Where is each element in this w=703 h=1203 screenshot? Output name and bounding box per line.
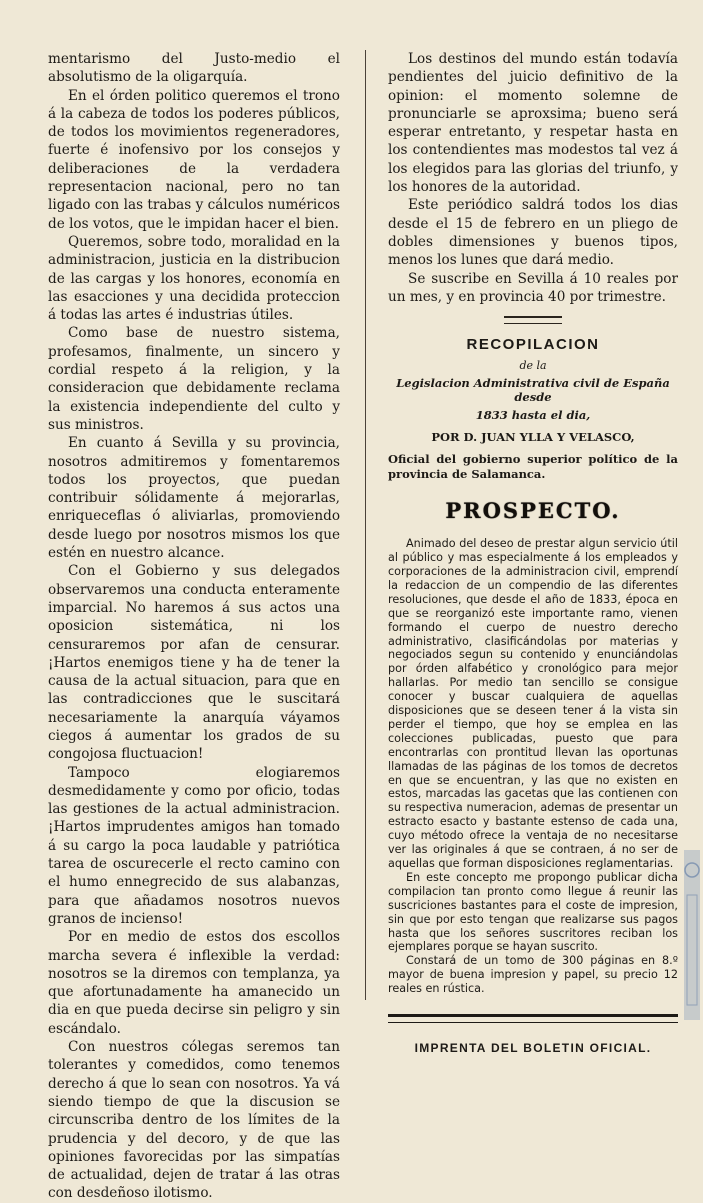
paragraph: mentarismo del Justo-medio el absolutismo de la oligarquía. bbox=[48, 51, 340, 86]
de-la-label: de la bbox=[519, 359, 547, 373]
closing-double-rule bbox=[388, 1014, 678, 1023]
paragraph: Los destinos del mundo están todavía pendientes del juicio definitivo de la opinion: el momento solemne de pronunciarle se aproxsima; bueno será esperar entretanto, y respetar hasta en los contendientes mas modestos tal vez á los elegidos para las glorias del triunfo, y los honores de la autoridad. bbox=[388, 51, 678, 196]
paragraph: Como base de nuestro sistema, profesamos, finalmente, un sincero y cordial respeto á la religion, y la consideracion que debidamente reclama la existencia independiente del culto y sus ministros. bbox=[48, 325, 340, 433]
imprenta-footer: IMPRENTA DEL BOLETIN OFICIAL. bbox=[414, 1041, 652, 1056]
prospecto-paragraph: Constará de un tomo de 300 páginas en 8.º mayor de buena impresion y papel, su precio 12 reales en rústica. bbox=[388, 954, 678, 996]
paragraph: Tampoco elogiaremos desmedidamente y como por oficio, todas las gestiones de la actual administracion. ¡Hartos imprudentes amigos han tomado á su cargo la poca laudable y patriótica tarea de oscurecerle el recto camino con el humo ennegrecido de sus alabanzas, para que añadamos nosotros nuevos granos de incienso! bbox=[48, 764, 340, 927]
left-column bbox=[48, 50, 340, 1203]
paragraph: Por en medio de estos dos escollos marcha severa é inflexible la verdad: nosotros se la diremos con templanza, ya que afortunadamente ha amanecido un dia en que pueda decirse sin peligro y sin escándalo. bbox=[48, 929, 340, 1037]
paragraph: Con el Gobierno y sus delegados observaremos una conducta enteramente imparcial. No haremos á sus actos una oposicion sistemática, ni los censuraremos por afan de censurar. ¡Hartos enemigos tiene y ha de tener la causa de la actual situacion, para que en las contradicciones que le suscitará necesariamente la anarquía váyamos ciegos á aumentar los grados de su congojosa fluctuacion! bbox=[48, 563, 340, 763]
library-stamp-watermark bbox=[682, 850, 702, 1020]
ornament-rule bbox=[504, 316, 562, 324]
right-column bbox=[388, 50, 678, 1067]
recopilacion-section bbox=[388, 336, 678, 482]
paragraph: En el órden politico queremos el trono á la cabeza de todos los poderes públicos, de todos los movimientos regeneradores, fuerte é inofensivo por los consejos y deliberaciones de la verdadera representacion nacional, pero no tan ligado con las trabas y cálculos numéricos de los votos, que le impidan hacer el bien. bbox=[48, 87, 340, 232]
author-office: Oficial del gobierno superior político de la provincia de Salamanca. bbox=[388, 452, 678, 482]
paragraph: En cuanto á Sevilla y su provincia, nosotros admitiremos y fomentaremos todos los proyectos, que puedan contribuir sólidamente á mejorarlas, enriqueceflas ó aliviarlas, promoviendo desde luego por nosotros mismos los que estén en nuestro alcance. bbox=[48, 435, 340, 562]
years-line: 1833 hasta el dia, bbox=[475, 408, 591, 423]
prospecto-paragraph: En este concepto me propongo publicar dicha compilacion tan pronto como llegue á reunir las suscriciones bastantes para el coste de impresion, sin que por esto tengan que realizarse sus pagos hasta que los señores suscritores reciban los ejemplares porque se hayan suscrito. bbox=[388, 870, 678, 954]
prospecto-paragraph: Animado del deseo de prestar algun servicio útil al público y mas especialmente á los empleados y corporaciones de la administracion civil, emprendí la redaccion de un compendio de las diferentes resoluciones, que desde el año de 1833, época en que se reorganizó este importante ramo, vienen formando el cuerpo de nuestro derecho administrativo, clasificándolas por materias y negociados segun su contenido y enunciándolas por órden alfabético y cronológico para mejor hallarlas. Por medio tan sencillo se consigue conocer y buscar cualquiera de aquellas disposiciones que se deseen tener á la vista sin perder el tiempo, que hoy se emplea en las colecciones publicadas, puesto que para encontrarlas con prontitud llevan las oportunas llamadas de las páginas de los tomos de decretos en que se encuentran, y las que no existen en estos, marcadas las gacetas que las contienen con su respectiva numeracion, ademas de presentar un estracto esacto y bastante estenso de cada una, cuyo método ofrece la ventaja de no necesitarse ver las originales á que se contraen, á no ser de aquellas que forman disposiciones reglamentarias. bbox=[388, 537, 678, 870]
author-line: POR D. JUAN YLLA Y VELASCO, bbox=[431, 430, 635, 445]
paragraph: Queremos, sobre todo, moralidad en la administracion, justicia en la distribucion de las cargas y los honores, economía en las esacciones y una decidida proteccion á todas las artes é industrias útiles. bbox=[48, 233, 340, 324]
column-divider bbox=[365, 50, 366, 1000]
paragraph: Este periódico saldrá todos los dias desde el 15 de febrero en un pliego de dobles dimensiones y buenos tipos, menos los lunes que dará medio. bbox=[388, 197, 678, 269]
paragraph: Se suscribe en Sevilla á 10 reales por un mes, y en provincia 40 por trimestre. bbox=[388, 270, 678, 305]
paragraph: Con nuestros cólegas seremos tan tolerantes y comedidos, como tenemos derecho á que lo sean con nosotros. Ya vá siendo tiempo de que la discusion se circunscriba dentro de los límites de la prudencia y del decoro, y de que las opiniones favorecidas por las simpatías de actualidad, dejen de tratar á las otras con desdeñoso ilotismo. bbox=[48, 1039, 340, 1202]
legislacion-line: Legislacion Administrativa civil de España desde bbox=[396, 376, 670, 405]
prospecto-title: PROSPECTO. bbox=[445, 498, 621, 524]
recopilacion-title: RECOPILACION bbox=[466, 336, 600, 354]
